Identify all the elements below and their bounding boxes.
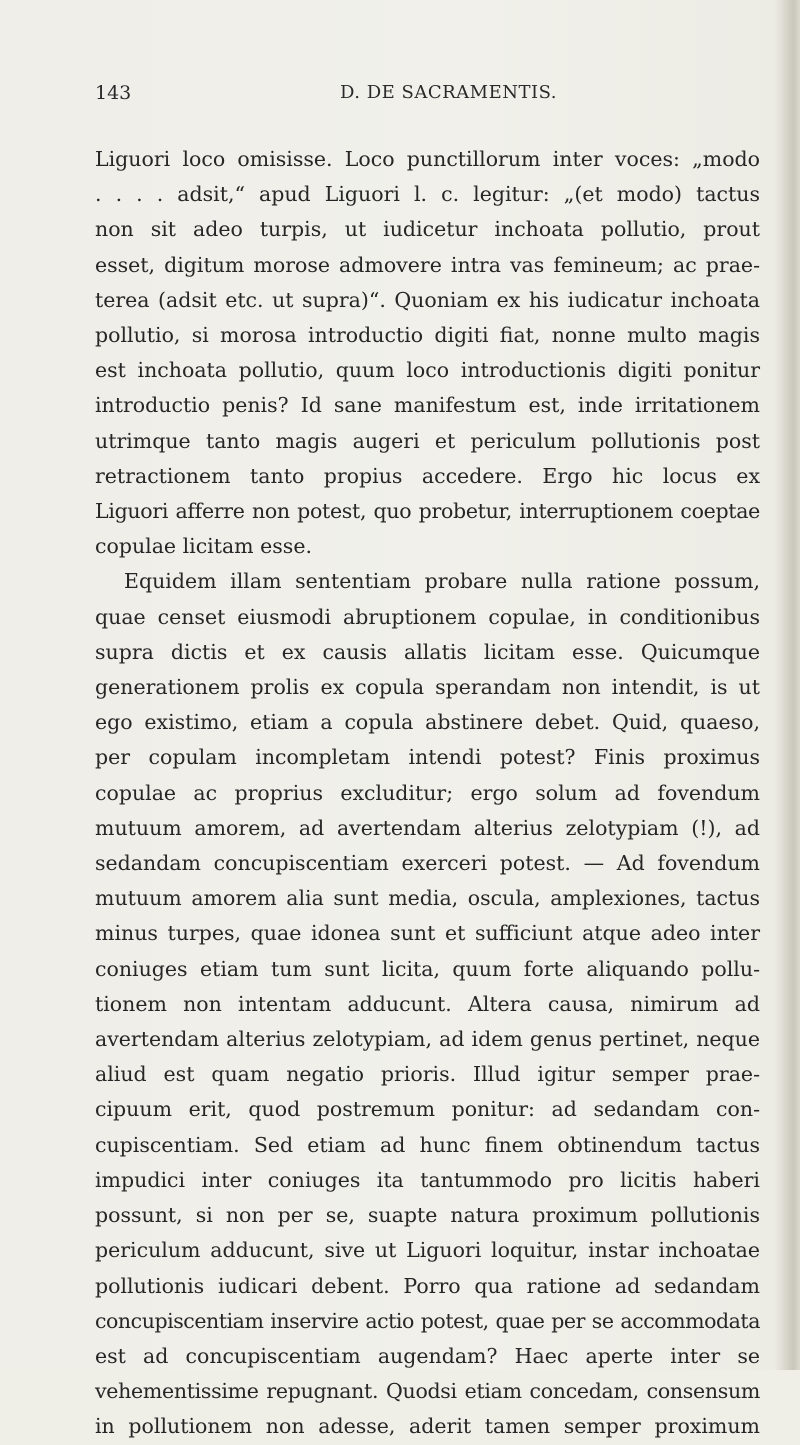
text-line: . . . . adsit,“ apud Liguori l. c. legitur: „(et modo) tactus: [95, 182, 760, 207]
text-line: vehementissime repugnant. Quodsi etiam concedam, consensum: [95, 1379, 760, 1404]
text-line: per copulam incompletam intendi potest? Finis proximus: [95, 745, 760, 770]
running-head: D. DE SACRAMENTIS.: [340, 82, 558, 103]
text-line: mutuum amorem, ad avertendam alterius zelotypiam (!), ad: [95, 815, 760, 840]
text-line: retractionem tanto propius accedere. Ergo hic locus ex: [95, 463, 760, 488]
text-line: cipuum erit, quod postremum ponitur: ad sedandam con-: [95, 1097, 760, 1122]
text-line: est ad concupiscentiam augendam? Haec aperte inter se: [95, 1343, 760, 1368]
paragraph-end-line: copulae licitam esse.: [95, 534, 312, 559]
text-line: coniuges etiam tum sunt licita, quum forte aliquando pollu-: [95, 956, 760, 981]
text-line: esset, digitum morose admovere intra vas femineum; ac prae-: [95, 252, 760, 277]
text-line: quae censet eiusmodi abruptionem copulae, in conditionibus: [95, 604, 760, 629]
text-line: concupiscentiam inservire actio potest, quae per se accommodata: [95, 1308, 760, 1333]
text-line: pollutio, si morosa introductio digiti fiat, nonne multo magis: [95, 323, 760, 348]
text-line: impudici inter coniuges ita tantummodo pro licitis haberi: [95, 1167, 760, 1192]
text-line: Liguori loco omisisse. Loco punctillorum inter voces: „modo: [95, 147, 760, 171]
text-line: non sit adeo turpis, ut iudicetur inchoata pollutio, prout: [95, 217, 760, 242]
text-line: supra dictis et ex causis allatis licitam esse. Quicumque: [95, 639, 760, 664]
text-line: Liguori afferre non potest, quo probetur, interruptionem coeptae: [95, 499, 760, 524]
text-line: terea (adsit etc. ut supra)“. Quoniam ex his iudicatur inchoata: [95, 287, 760, 312]
text-line: introductio penis? Id sane manifestum est, inde irritationem: [95, 393, 760, 418]
text-line: copulae ac proprius excluditur; ergo solum ad fovendum: [95, 780, 760, 805]
body-text: [95, 142, 760, 1445]
text-line: minus turpes, quae idonea sunt et sufficiunt atque adeo inter: [95, 921, 760, 946]
page-header: [95, 82, 760, 112]
text-line: est inchoata pollutio, quum loco introductionis digiti ponitur: [95, 358, 760, 383]
text-line: mutuum amorem alia sunt media, oscula, amplexiones, tactus: [95, 886, 760, 911]
text-line: ego existimo, etiam a copula abstinere debet. Quid, quaeso,: [95, 710, 760, 735]
text-line: utrimque tanto magis augeri et periculum pollutionis post: [95, 428, 760, 453]
text-line: periculum adducunt, sive ut Liguori loquitur, instar inchoatae: [95, 1238, 760, 1263]
text-line: in pollutionem non adesse, aderit tamen semper proximum: [95, 1414, 760, 1439]
paragraph-start-line: Equidem illam sententiam probare nulla ratione possum,: [124, 569, 760, 594]
text-line: pollutionis iudicari debent. Porro qua ratione ad sedandam: [95, 1273, 760, 1298]
text-line: aliud est quam negatio prioris. Illud igitur semper prae-: [95, 1062, 760, 1087]
page-edge-shadow: [774, 0, 800, 1370]
text-line: sedandam concupiscentiam exerceri potest. — Ad fovendum: [95, 851, 760, 876]
text-line: cupiscentiam. Sed etiam ad hunc finem obtinendum tactus: [95, 1132, 760, 1157]
text-line: possunt, si non per se, suapte natura proximum pollutionis: [95, 1203, 760, 1228]
text-line: generationem prolis ex copula sperandam non intendit, is ut: [95, 675, 760, 700]
page-number: 143: [95, 82, 132, 104]
text-line: tionem non intentam adducunt. Altera causa, nimirum ad: [95, 991, 760, 1016]
text-line: avertendam alterius zelotypiam, ad idem genus pertinet, neque: [95, 1027, 760, 1052]
